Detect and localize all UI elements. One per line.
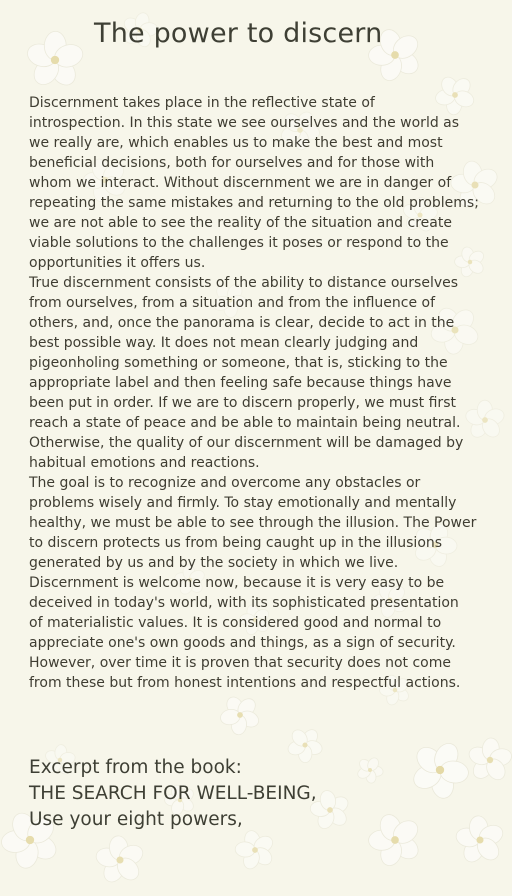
text-line: deceived in today's world, with its sophisticated presentation [29,595,459,611]
excerpt-line: THE SEARCH FOR WELL-BEING, [29,783,317,804]
text-line: reach a state of peace and be able to maintain being neutral. [29,415,461,431]
text-line: generated by us and by the society in which we live. [29,555,399,571]
text-line: repeating the same mistakes and returning to the old problems; [29,195,479,211]
article-body [29,93,479,693]
text-line: Discernment is welcome now, because it is very easy to be [29,575,445,591]
text-line: The goal is to recognize and overcome any obstacles or [29,475,421,491]
book-excerpt [29,755,317,833]
text-line: Discernment takes place in the reflective state of [29,95,375,111]
flower-blossom [466,737,512,783]
text-line: we are not able to see the reality of the situation and create [29,215,452,231]
text-line: been put in order. If we are to discern properly, we must first [29,395,456,411]
excerpt-line: Excerpt from the book: [29,757,242,778]
text-line: whom we interact. Without discernment we are in danger of [29,175,452,191]
flower-blossom [94,835,145,886]
text-line: others, and, once the panorama is clear, decide to act in the [29,315,455,331]
text-line: we really are, which enables us to make the best and most [29,135,443,151]
text-line: problems wisely and firmly. To stay emotionally and mentally [29,495,457,511]
flower-blossom [219,694,261,735]
text-line: pigeonholing something or someone, that is, sticking to the [29,355,448,371]
text-line: from ourselves, from a situation and from the influence of [29,295,436,311]
flower-blossom [24,31,85,89]
text-line: However, over time it is proven that security does not come [29,655,451,671]
text-line: opportunities it offers us. [29,255,206,271]
flower-blossom [454,815,505,866]
flower-blossom [356,756,384,784]
text-line: best possible way. It does not mean clearly judging and [29,335,419,351]
flower-blossom [464,400,506,440]
flower-blossom [235,829,276,871]
text-line: Otherwise, the quality of our discernment will be damaged by [29,435,464,451]
text-line: to discern protects us from being caught up in the illusions [29,535,443,551]
text-line: healthy, we must be able to see through the illusion. The Power [29,515,477,531]
text-line: of materialistic values. It is considered good and normal to [29,615,442,631]
page-title: The power to discern [94,18,383,49]
text-line: introspection. In this state we see ourselves and the world as [29,115,460,131]
text-line: appropriate label and then feeling safe because things have [29,375,452,391]
text-line: viable solutions to the challenges it poses or respond to the [29,235,449,251]
text-line: beneficial decisions, both for ourselves and for those with [29,155,435,171]
flower-blossom [410,740,470,801]
text-line: True discernment consists of the ability to distance ourselves [29,275,459,291]
flower-blossom [368,812,422,868]
text-line: habitual emotions and reactions. [29,455,260,471]
excerpt-line: Use your eight powers, [29,809,243,830]
text-line: from these but from honest intentions and respectful actions. [29,675,461,691]
text-line: appreciate one's own goods and things, as a sign of security. [29,635,456,651]
